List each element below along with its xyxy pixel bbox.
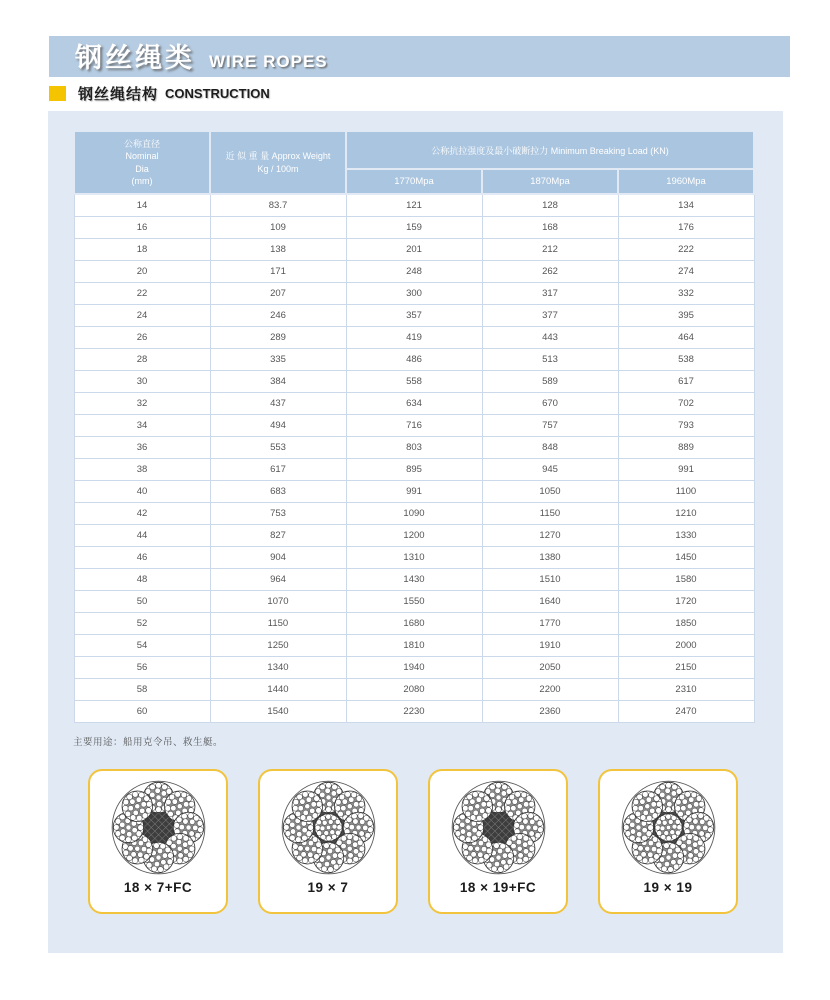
table-cell: 1810	[346, 634, 482, 656]
table-row	[74, 194, 754, 216]
table-row	[74, 216, 754, 238]
table-cell: 332	[618, 282, 754, 304]
table-cell: 42	[74, 502, 210, 524]
table-cell: 1250	[210, 634, 346, 656]
table-cell: 964	[210, 568, 346, 590]
table-cell: 1440	[210, 678, 346, 700]
table-cell: 32	[74, 392, 210, 414]
table-cell: 1640	[482, 590, 618, 612]
table-cell: 168	[482, 216, 618, 238]
table-cell: 803	[346, 436, 482, 458]
table-cell: 827	[210, 524, 346, 546]
header-grade-1960: 1960Mpa	[618, 169, 754, 194]
table-cell: 513	[482, 348, 618, 370]
table-cell: 274	[618, 260, 754, 282]
rope-diagram-card	[258, 769, 398, 914]
table-cell: 683	[210, 480, 346, 502]
table-cell: 83.7	[210, 194, 346, 216]
table-cell: 1150	[210, 612, 346, 634]
yellow-bullet-icon	[49, 86, 66, 101]
rope-cross-section-diagram	[107, 776, 210, 879]
table-cell: 1450	[618, 546, 754, 568]
table-cell: 357	[346, 304, 482, 326]
table-cell: 437	[210, 392, 346, 414]
table-cell: 300	[346, 282, 482, 304]
table-cell: 486	[346, 348, 482, 370]
table-cell: 1910	[482, 634, 618, 656]
table-cell: 36	[74, 436, 210, 458]
table-row	[74, 634, 754, 656]
header-nominal-dia: 公称直径 Nominal Dia (mm)	[74, 131, 210, 194]
table-cell: 634	[346, 392, 482, 414]
table-cell: 702	[618, 392, 754, 414]
table-cell: 848	[482, 436, 618, 458]
table-cell: 176	[618, 216, 754, 238]
table-row	[74, 568, 754, 590]
table-cell: 1380	[482, 546, 618, 568]
table-cell: 212	[482, 238, 618, 260]
table-cell: 60	[74, 700, 210, 722]
content-panel	[48, 111, 783, 953]
table-cell: 46	[74, 546, 210, 568]
table-cell: 138	[210, 238, 346, 260]
table-cell: 48	[74, 568, 210, 590]
table-cell: 589	[482, 370, 618, 392]
table-cell: 28	[74, 348, 210, 370]
usage-footnote: 主要用途：船用克令吊、救生艇。	[73, 736, 224, 748]
table-cell: 246	[210, 304, 346, 326]
table-cell: 1050	[482, 480, 618, 502]
table-row	[74, 612, 754, 634]
table-cell: 1580	[618, 568, 754, 590]
table-row	[74, 392, 754, 414]
table-cell: 207	[210, 282, 346, 304]
section-title-en: CONSTRUCTION	[165, 86, 270, 101]
table-cell: 1540	[210, 700, 346, 722]
table-cell: 2200	[482, 678, 618, 700]
rope-diagram-row	[88, 769, 783, 914]
table-cell: 991	[346, 480, 482, 502]
table-cell: 262	[482, 260, 618, 282]
table-cell: 2470	[618, 700, 754, 722]
table-cell: 494	[210, 414, 346, 436]
table-cell: 617	[210, 458, 346, 480]
table-cell: 904	[210, 546, 346, 568]
rope-diagram-card	[88, 769, 228, 914]
breaking-load-table	[73, 130, 755, 723]
table-row	[74, 546, 754, 568]
table-cell: 377	[482, 304, 618, 326]
table-row	[74, 370, 754, 392]
table-cell: 553	[210, 436, 346, 458]
rope-cross-section-diagram	[277, 776, 380, 879]
table-row	[74, 436, 754, 458]
table-cell: 793	[618, 414, 754, 436]
table-cell: 56	[74, 656, 210, 678]
table-cell: 1850	[618, 612, 754, 634]
table-cell: 30	[74, 370, 210, 392]
table-cell: 753	[210, 502, 346, 524]
table-cell: 159	[346, 216, 482, 238]
table-cell: 14	[74, 194, 210, 216]
table-cell: 1270	[482, 524, 618, 546]
header-grade-1870: 1870Mpa	[482, 169, 618, 194]
table-cell: 134	[618, 194, 754, 216]
rope-diagram-card	[598, 769, 738, 914]
table-cell: 2150	[618, 656, 754, 678]
table-cell: 1200	[346, 524, 482, 546]
table-cell: 1150	[482, 502, 618, 524]
table-cell: 1210	[618, 502, 754, 524]
table-cell: 52	[74, 612, 210, 634]
table-cell: 1510	[482, 568, 618, 590]
table-cell: 22	[74, 282, 210, 304]
table-row	[74, 326, 754, 348]
table-cell: 121	[346, 194, 482, 216]
table-cell: 1940	[346, 656, 482, 678]
page-banner	[49, 36, 790, 77]
table-cell: 1070	[210, 590, 346, 612]
table-row	[74, 502, 754, 524]
table-cell: 16	[74, 216, 210, 238]
rope-construction-label: 18 × 19+FC	[459, 879, 537, 895]
section-heading	[49, 83, 270, 104]
table-cell: 889	[618, 436, 754, 458]
table-cell: 538	[618, 348, 754, 370]
table-cell: 1330	[618, 524, 754, 546]
table-row	[74, 700, 754, 722]
table-cell: 716	[346, 414, 482, 436]
table-cell: 18	[74, 238, 210, 260]
table-row	[74, 480, 754, 502]
table-row	[74, 304, 754, 326]
table-cell: 54	[74, 634, 210, 656]
table-row	[74, 348, 754, 370]
table-cell: 991	[618, 458, 754, 480]
table-cell: 335	[210, 348, 346, 370]
table-cell: 558	[346, 370, 482, 392]
table-cell: 1340	[210, 656, 346, 678]
table-cell: 26	[74, 326, 210, 348]
table-cell: 1550	[346, 590, 482, 612]
table-cell: 2230	[346, 700, 482, 722]
table-cell: 1680	[346, 612, 482, 634]
table-cell: 50	[74, 590, 210, 612]
rope-construction-label: 19 × 19	[643, 879, 693, 895]
table-cell: 1100	[618, 480, 754, 502]
rope-diagram-card	[428, 769, 568, 914]
table-cell: 128	[482, 194, 618, 216]
table-cell: 171	[210, 260, 346, 282]
table-cell: 2050	[482, 656, 618, 678]
rope-construction-label: 18 × 7+FC	[123, 879, 193, 895]
table-cell: 2080	[346, 678, 482, 700]
table-cell: 1720	[618, 590, 754, 612]
table-row	[74, 656, 754, 678]
table-cell: 58	[74, 678, 210, 700]
table-cell: 945	[482, 458, 618, 480]
header-approx-weight: 近 似 重 量 Approx Weight Kg / 100m	[210, 131, 346, 194]
table-cell: 289	[210, 326, 346, 348]
table-cell: 670	[482, 392, 618, 414]
table-row	[74, 238, 754, 260]
table-cell: 1770	[482, 612, 618, 634]
table-header	[74, 131, 754, 194]
table-row	[74, 524, 754, 546]
table-cell: 248	[346, 260, 482, 282]
table-cell: 757	[482, 414, 618, 436]
table-cell: 443	[482, 326, 618, 348]
rope-cross-section-diagram	[617, 776, 720, 879]
table-cell: 895	[346, 458, 482, 480]
table-cell: 419	[346, 326, 482, 348]
table-row	[74, 458, 754, 480]
table-cell: 1310	[346, 546, 482, 568]
table-cell: 384	[210, 370, 346, 392]
banner-title-zh: 钢丝绳类	[75, 43, 195, 73]
table-cell: 1430	[346, 568, 482, 590]
table-cell: 1090	[346, 502, 482, 524]
table-cell: 109	[210, 216, 346, 238]
table-cell: 317	[482, 282, 618, 304]
table-row	[74, 590, 754, 612]
table-cell: 464	[618, 326, 754, 348]
table-cell: 20	[74, 260, 210, 282]
table-cell: 38	[74, 458, 210, 480]
table-cell: 395	[618, 304, 754, 326]
table-body	[74, 194, 754, 722]
table-cell: 34	[74, 414, 210, 436]
table-row	[74, 260, 754, 282]
header-breaking-load: 公称抗拉强度及最小破断拉力 Minimum Breaking Load (KN)	[346, 131, 754, 169]
header-grade-1770: 1770Mpa	[346, 169, 482, 194]
table-cell: 2360	[482, 700, 618, 722]
table-cell: 2310	[618, 678, 754, 700]
table-row	[74, 282, 754, 304]
table-row	[74, 414, 754, 436]
table-cell: 617	[618, 370, 754, 392]
table-row	[74, 678, 754, 700]
table-cell: 2000	[618, 634, 754, 656]
rope-construction-label: 19 × 7	[307, 879, 349, 895]
table-cell: 222	[618, 238, 754, 260]
rope-cross-section-diagram	[447, 776, 550, 879]
table-cell: 24	[74, 304, 210, 326]
table-cell: 201	[346, 238, 482, 260]
table-cell: 40	[74, 480, 210, 502]
banner-title-en: WIRE ROPES	[209, 52, 328, 71]
table-cell: 44	[74, 524, 210, 546]
section-title-zh: 钢丝绳结构	[78, 86, 159, 103]
